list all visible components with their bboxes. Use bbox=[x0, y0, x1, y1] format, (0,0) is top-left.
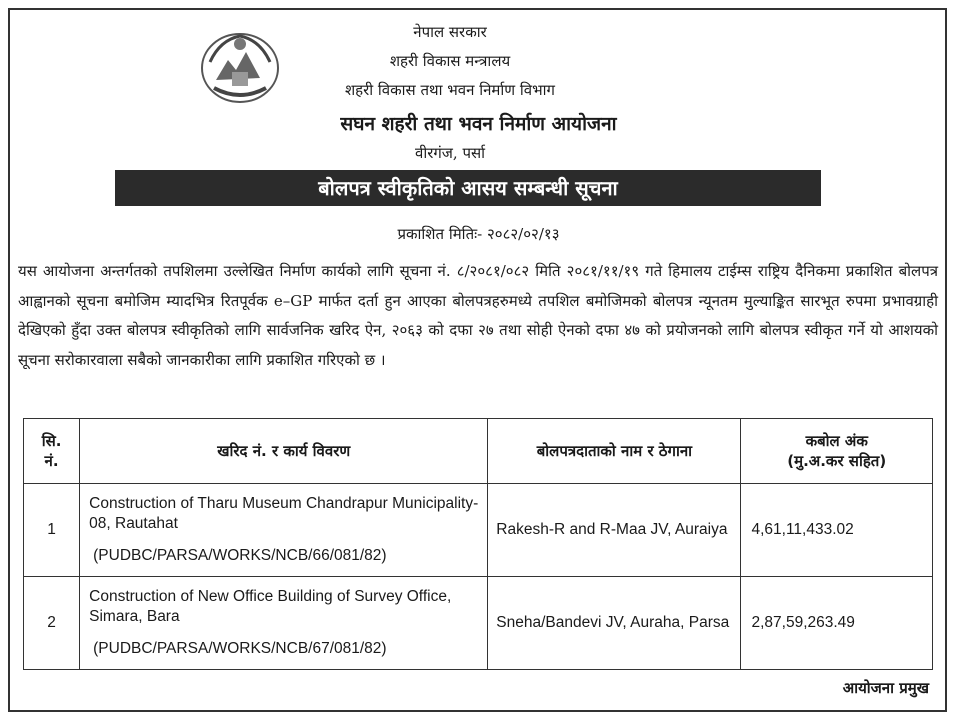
col-amount bbox=[741, 419, 933, 484]
row-bidder: Rakesh-R and R-Maa JV, Auraiya bbox=[488, 484, 741, 577]
header-project: सघन शहरी तथा भवन निर्माण आयोजना bbox=[340, 113, 617, 135]
row-amount: 4,61,11,433.02 bbox=[741, 484, 933, 577]
row-work: Construction of Tharu Museum Chandrapur Municipality-08, Rautahat bbox=[89, 495, 479, 532]
row-ref: (PUDBC/PARSA/WORKS/NCB/66/081/82) bbox=[93, 547, 387, 564]
table-row bbox=[24, 484, 933, 577]
header-location: वीरगंज, पर्सा bbox=[414, 144, 486, 162]
col-bidder: बोलपत्रदाताको नाम र ठेगाना bbox=[488, 419, 741, 484]
table-row bbox=[24, 577, 933, 670]
col-sn-line1: सि. bbox=[41, 432, 62, 450]
row-sn: 2 bbox=[24, 577, 80, 670]
row-description bbox=[80, 577, 488, 670]
row-work: Construction of New Office Building of Survey Office, Simara, Bara bbox=[89, 588, 452, 625]
row-ref: (PUDBC/PARSA/WORKS/NCB/67/081/82) bbox=[93, 640, 387, 657]
bid-table bbox=[23, 418, 933, 670]
row-sn: 1 bbox=[24, 484, 80, 577]
col-amount-line1: कबोल अंक bbox=[805, 432, 868, 450]
notice-title: बोलपत्र स्वीकृतिको आसय सम्बन्धी सूचना bbox=[115, 170, 821, 206]
table-header-row bbox=[24, 419, 933, 484]
col-sn-line2: नं. bbox=[44, 452, 59, 470]
notice-body: यस आयोजना अन्तर्गतको तपशिलमा उल्लेखित निर्माण कार्यको लागि सूचना नं. ८/२०८१/०८२ मिति २०८१/११/१९ गते हिमालय टाईम्स राष्ट्रिय दैनिकमा प्रकाशित बोलपत्र आह्वानको सूचना बमोजिम म्यादभित्र रितपूर्वक e–GP मार्फत दर्ता हुन आएका बोलपत्रहरुमध्ये तपशिल बमोजिमको बोलपत्र न्यूनतम मुल्याङ्कित सारभूत रुपमा प्रभावग्राही देखिएको हुँदा उक्त बोलपत्र स्वीकृतिको लागि सार्वजनिक खरिद ऐन, २०६३ को दफा २७ तथा सोही ऐनको दफा ४७ को प्रयोजनको लागि बोलपत्र स्वीकृत गर्ने यो आशयको सूचना सरोकारवाला सबैको जानकारीका लागि प्रकाशित गरिएको छ । bbox=[18, 262, 938, 369]
col-sn bbox=[24, 419, 80, 484]
col-amount-line2: (मु.अ.कर सहित) bbox=[787, 452, 887, 470]
published-date: प्रकाशित मितिः- २०८२/०२/१३ bbox=[397, 225, 560, 243]
header-department: शहरी विकास तथा भवन निर्माण विभाग bbox=[344, 81, 556, 99]
footer-signature: आयोजना प्रमुख bbox=[842, 679, 929, 697]
header-government: नेपाल सरकार bbox=[413, 23, 487, 41]
row-bidder: Sneha/Bandevi JV, Auraha, Parsa bbox=[488, 577, 741, 670]
col-description: खरिद नं. र कार्य विवरण bbox=[80, 419, 488, 484]
row-description bbox=[80, 484, 488, 577]
row-amount: 2,87,59,263.49 bbox=[741, 577, 933, 670]
header-ministry: शहरी विकास मन्त्रालय bbox=[389, 52, 511, 70]
